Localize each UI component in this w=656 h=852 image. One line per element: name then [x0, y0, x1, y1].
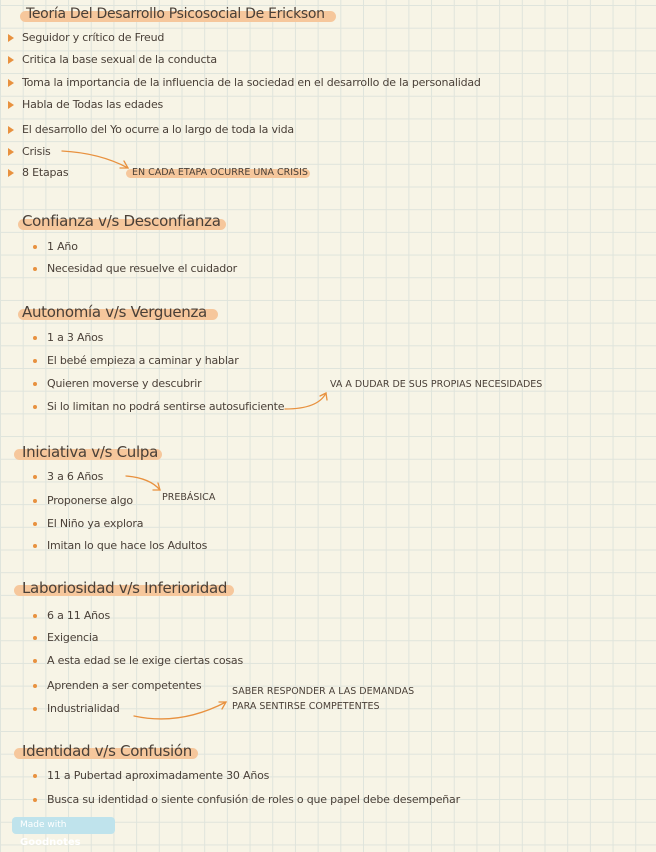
list-item: Si lo limitan no podrá sentirse autosuficiente [33, 400, 284, 413]
annotation-note-line: PARA SENTIRSE COMPETENTES [232, 701, 380, 712]
annotation-note-line: SABER RESPONDER A LAS DEMANDAS [232, 686, 415, 697]
list-item: Exigencia [33, 631, 98, 644]
list-item: Seguidor y crítico de Freud [8, 31, 164, 44]
arrow-industrialidad [134, 702, 226, 719]
list-item: 1 a 3 Años [33, 331, 103, 344]
list-item: Toma la importancia de la influencia de la sociedad en el desarrollo de la personalidad [8, 76, 481, 89]
list-item: Crisis [8, 145, 51, 158]
section-heading: Autonomía v/s Verguenza [22, 303, 207, 321]
page-title: Teoría Del Desarrollo Psicosocial De Erickson [26, 6, 325, 22]
list-item: Necesidad que resuelve el cuidador [33, 262, 237, 275]
annotation-note: VA A DUDAR DE SUS PROPIAS NECESIDADES [330, 379, 543, 390]
list-item: 8 Etapas [8, 166, 68, 179]
list-item: Quieren moverse y descubrir [33, 377, 201, 390]
list-item: El desarrollo del Yo ocurre a lo largo de toda la vida [8, 123, 294, 136]
list-item: Imitan lo que hace los Adultos [33, 539, 207, 552]
section-heading: Laboriosidad v/s Inferioridad [22, 579, 228, 597]
list-item: Aprenden a ser competentes [33, 679, 201, 692]
list-item: El Niño ya explora [33, 517, 143, 530]
list-item: A esta edad se le exige ciertas cosas [33, 654, 243, 667]
list-item: 11 a Pubertad aproximadamente 30 Años [33, 769, 269, 782]
list-item: Busca su identidad o siente confusión de roles o que papel debe desempeñar [33, 793, 460, 806]
list-item: 3 a 6 Años [33, 470, 103, 483]
arrow-crisis [62, 151, 128, 168]
annotation-note: PREBÁSICA [162, 492, 216, 503]
section-heading: Iniciativa v/s Culpa [22, 443, 158, 461]
annotation-note: EN CADA ETAPA OCURRE UNA CRISIS [132, 167, 308, 178]
list-item: Habla de Todas las edades [8, 98, 163, 111]
list-item: Industrialidad [33, 702, 120, 715]
list-item: Proponerse algo [33, 494, 133, 507]
section-heading: Identidad v/s Confusión [22, 742, 192, 760]
section-heading: Confianza v/s Desconfianza [22, 212, 221, 230]
arrow-prebasica [126, 476, 160, 490]
list-item: 1 Año [33, 240, 78, 253]
list-item: Critica la base sexual de la conducta [8, 53, 217, 66]
list-item: 6 a 11 Años [33, 609, 110, 622]
list-item: El bebé empieza a caminar y hablar [33, 354, 239, 367]
goodnotes-badge: Made with Goodnotes [12, 817, 115, 834]
